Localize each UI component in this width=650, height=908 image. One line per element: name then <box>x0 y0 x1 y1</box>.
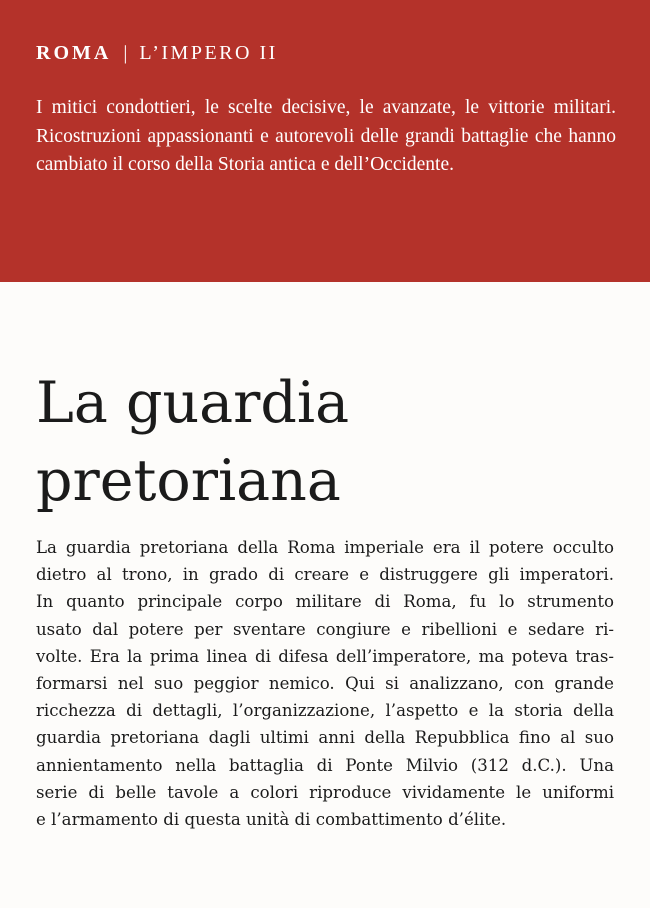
description-line: annientamento nella battaglia di Ponte Milvio (312 d.C.). Una <box>36 755 614 775</box>
series-volume: L’IMPERO II <box>139 42 278 64</box>
description-line: ricchezza di dettagli, l’organizzazione, l’aspetto e la storia della <box>36 701 614 721</box>
book-title-line-2: pretoriana <box>36 448 341 514</box>
series-name: ROMA <box>36 42 112 64</box>
description-line: serie di belle tavole a colori riproduce vividamente le uniformi <box>36 782 614 802</box>
description-line: e l’armamento di questa unità di combattimento d’élite. <box>36 810 507 830</box>
series-banner <box>0 0 650 282</box>
description-line: guardia pretoriana dagli ultimi anni della Repubblica fino al suo <box>36 728 614 748</box>
book-title <box>36 364 349 520</box>
description-line: usato dal potere per sventare congiure e ribellioni e sedare ri- <box>36 619 614 639</box>
series-blurb: I mitici condottieri, le scelte decisive, le avanzate, le vittorie militari. Ricostruzioni appassionanti e autorevoli delle grandi battaglie che hanno cambiato il corso della Storia antica e dell’Occidente. <box>36 97 616 175</box>
book-description <box>36 534 614 833</box>
description-line: volte. Era la prima linea di difesa dell’imperatore, ma poteva tras- <box>36 646 614 666</box>
description-line: dietro al trono, in grado di creare e distruggere gli imperatori. <box>36 565 614 585</box>
series-heading <box>36 42 278 65</box>
description-line: La guardia pretoriana della Roma imperiale era il potere occulto <box>36 538 614 557</box>
book-title-line-1: La guardia <box>36 370 350 436</box>
description-line: formarsi nel suo peggior nemico. Qui si analizzano, con grande <box>36 674 614 694</box>
description-line: In quanto principale corpo militare di Roma, fu lo strumento <box>36 592 614 612</box>
series-separator: | <box>123 42 130 64</box>
